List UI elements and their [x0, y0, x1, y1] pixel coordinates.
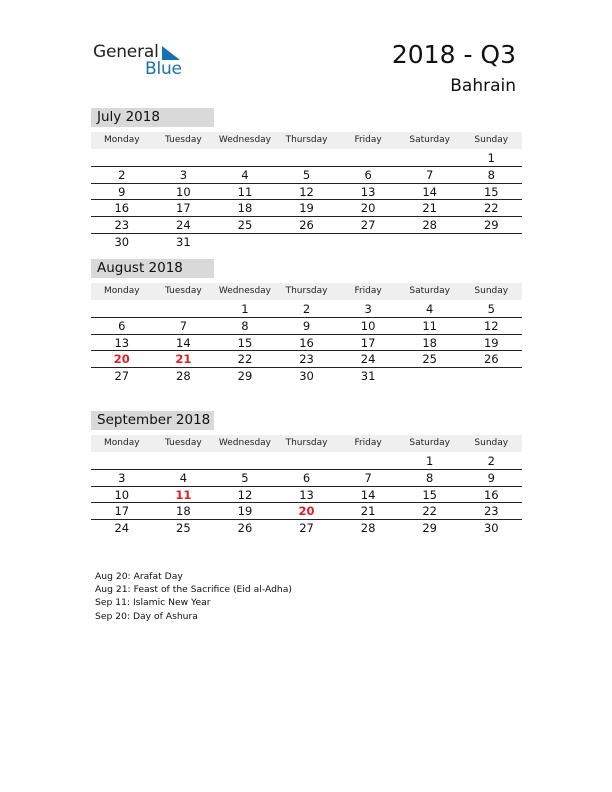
week-row: [91, 503, 522, 520]
weekday-header: Tuesday: [165, 286, 202, 296]
day-cell: 16: [114, 201, 130, 216]
day-cell: 2: [302, 302, 311, 316]
logo-text-general: General: [93, 42, 159, 62]
day-cell: [337, 150, 399, 166]
day-cell: [337, 453, 399, 469]
week-row: [91, 167, 522, 184]
day-cell: 21: [360, 504, 376, 519]
day-cell: 2: [118, 167, 126, 182]
day-cell: [153, 301, 215, 317]
week-row: [91, 351, 522, 368]
weekday-header: Thursday: [285, 286, 328, 296]
day-cell: 28: [422, 218, 437, 233]
week-row: [91, 335, 522, 352]
holiday-note: Sep 11: Islamic New Year: [95, 597, 211, 609]
day-cell: 30: [299, 369, 314, 384]
week-row: [91, 470, 522, 487]
day-cell: 12: [237, 487, 253, 502]
weekday-header-row: [91, 132, 522, 149]
day-cell: 28: [360, 521, 376, 536]
day-cell: 15: [237, 335, 253, 350]
day-cell: [214, 234, 276, 251]
weeks: [91, 150, 522, 251]
day-cell: 22: [422, 504, 437, 519]
day-cell: 6: [302, 470, 311, 485]
day-cell: 31: [176, 234, 191, 249]
day-cell: 4: [241, 167, 249, 182]
day-cell: 20: [360, 201, 376, 216]
day-cell: 7: [179, 318, 188, 333]
day-cell: 30: [483, 521, 499, 536]
day-cell: 13: [360, 184, 376, 199]
day-cell: 26: [483, 352, 499, 367]
holiday-day-cell: 20: [113, 352, 130, 367]
week-row: [91, 217, 522, 234]
day-cell: 5: [241, 470, 249, 485]
day-cell: 5: [487, 302, 495, 316]
weeks: [91, 301, 522, 385]
day-cell: 15: [483, 184, 499, 199]
day-cell: 4: [179, 470, 188, 485]
weekday-header: Wednesday: [218, 438, 271, 448]
day-cell: 12: [483, 318, 499, 333]
day-cell: 11: [237, 184, 253, 199]
day-cell: [153, 453, 215, 469]
day-cell: 3: [179, 167, 188, 182]
day-cell: 29: [422, 521, 437, 536]
page-title: 2018 - Q3: [391, 40, 516, 69]
weekday-header: Wednesday: [218, 135, 271, 145]
day-cell: 22: [237, 352, 253, 367]
day-cell: [399, 150, 461, 166]
day-cell: 6: [118, 318, 126, 333]
weekday-header: Monday: [104, 438, 140, 448]
weekday-header: Thursday: [285, 438, 328, 448]
day-cell: 22: [483, 201, 499, 216]
day-cell: 18: [422, 335, 437, 350]
day-cell: 21: [422, 201, 437, 216]
week-row: [91, 234, 522, 251]
day-cell: 8: [426, 470, 434, 485]
day-cell: 8: [487, 167, 495, 182]
day-cell: 3: [118, 470, 126, 485]
day-cell: 9: [118, 184, 126, 199]
day-cell: 1: [241, 302, 249, 316]
month-name: July 2018: [91, 108, 214, 127]
weekday-header: Sunday: [474, 286, 509, 296]
weekday-header: Sunday: [474, 135, 509, 145]
weekday-header: Friday: [354, 286, 382, 296]
month-name: August 2018: [91, 259, 214, 278]
day-cell: [460, 368, 522, 385]
weekday-header-row: [91, 283, 522, 300]
weekday-header: Wednesday: [218, 286, 271, 296]
day-cell: 24: [176, 218, 191, 233]
day-cell: 9: [302, 318, 311, 333]
day-cell: 24: [360, 352, 376, 367]
weekday-header: Saturday: [409, 438, 450, 448]
day-cell: 29: [237, 369, 253, 384]
day-cell: [399, 234, 461, 251]
day-cell: 26: [237, 521, 253, 536]
week-row: [91, 368, 522, 385]
day-cell: 25: [237, 218, 253, 233]
weekday-header: Saturday: [409, 286, 450, 296]
holiday-day-cell: 21: [175, 352, 192, 367]
week-row: [91, 184, 522, 201]
logo: [93, 42, 193, 78]
day-cell: 31: [360, 369, 376, 384]
logo-triangle-icon: [162, 46, 180, 60]
day-cell: [399, 368, 461, 385]
day-cell: [91, 150, 153, 166]
day-cell: 17: [114, 504, 130, 519]
day-cell: [337, 234, 399, 251]
day-cell: 15: [422, 487, 437, 502]
day-cell: 10: [360, 318, 376, 333]
weekday-header: Friday: [354, 438, 382, 448]
holiday-notes: [95, 570, 292, 623]
day-cell: 7: [426, 167, 434, 182]
day-cell: 16: [299, 335, 314, 350]
month-name: September 2018: [91, 411, 214, 430]
day-cell: 27: [299, 521, 314, 536]
day-cell: 23: [483, 504, 499, 519]
day-cell: 14: [422, 184, 437, 199]
day-cell: 17: [176, 201, 191, 216]
day-cell: 10: [114, 487, 130, 502]
day-cell: [153, 150, 215, 166]
day-cell: [91, 453, 153, 469]
week-row: [91, 487, 522, 504]
day-cell: 30: [114, 234, 130, 249]
weekday-header: Monday: [104, 135, 140, 145]
week-row: [91, 150, 522, 167]
day-cell: 16: [483, 487, 499, 502]
day-cell: 12: [299, 184, 314, 199]
day-cell: 19: [237, 504, 253, 519]
day-cell: 27: [114, 369, 130, 384]
day-cell: 29: [483, 218, 499, 233]
day-cell: 25: [176, 521, 191, 536]
holiday-note: Aug 20: Arafat Day: [95, 571, 183, 582]
weekday-header: Tuesday: [165, 135, 202, 145]
week-row: [91, 520, 522, 537]
weekday-header: Sunday: [474, 438, 509, 448]
week-row: [91, 301, 522, 318]
day-cell: 27: [360, 218, 376, 233]
day-cell: 9: [487, 470, 495, 485]
day-cell: 5: [302, 167, 311, 182]
day-cell: [460, 234, 522, 251]
day-cell: [214, 150, 276, 166]
weekday-header: Monday: [104, 286, 140, 296]
country-name: Bahrain: [450, 76, 516, 96]
day-cell: 7: [364, 470, 372, 485]
week-row: [91, 453, 522, 470]
day-cell: 19: [483, 335, 499, 350]
day-cell: 19: [299, 201, 314, 216]
weekday-header-row: [91, 435, 522, 452]
holiday-note: Sep 20: Day of Ashura: [95, 610, 198, 622]
weekday-header: Thursday: [285, 135, 328, 145]
day-cell: 10: [176, 184, 191, 199]
day-cell: 1: [426, 454, 434, 468]
day-cell: 13: [299, 487, 314, 502]
day-cell: 23: [114, 218, 130, 233]
day-cell: 14: [360, 487, 376, 502]
weekday-header: Saturday: [409, 135, 450, 145]
day-cell: 4: [426, 302, 434, 316]
day-cell: [276, 150, 338, 166]
day-cell: 1: [487, 151, 495, 165]
day-cell: 13: [114, 335, 130, 350]
day-cell: 18: [237, 201, 253, 216]
holiday-day-cell: 20: [298, 504, 315, 519]
holiday-note: Aug 21: Feast of the Sacrifice (Eid al-Adha): [95, 584, 292, 596]
week-row: [91, 200, 522, 217]
day-cell: 23: [299, 352, 314, 367]
day-cell: 14: [176, 335, 191, 350]
weekday-header: Tuesday: [165, 438, 202, 448]
day-cell: 3: [364, 302, 372, 316]
day-cell: 11: [422, 318, 437, 333]
day-cell: [91, 301, 153, 317]
day-cell: 6: [364, 167, 372, 182]
day-cell: 18: [176, 504, 191, 519]
day-cell: [276, 234, 338, 251]
day-cell: 17: [360, 335, 376, 350]
weekday-header: Friday: [354, 135, 382, 145]
weeks: [91, 453, 522, 537]
day-cell: 24: [114, 521, 130, 536]
logo-text-blue: Blue: [145, 59, 182, 79]
day-cell: 26: [299, 218, 314, 233]
week-row: [91, 318, 522, 335]
day-cell: 28: [176, 369, 191, 384]
day-cell: [214, 453, 276, 469]
day-cell: 8: [241, 318, 249, 333]
day-cell: 25: [422, 352, 437, 367]
holiday-day-cell: 11: [175, 487, 192, 502]
day-cell: [276, 453, 338, 469]
day-cell: 2: [487, 454, 495, 468]
